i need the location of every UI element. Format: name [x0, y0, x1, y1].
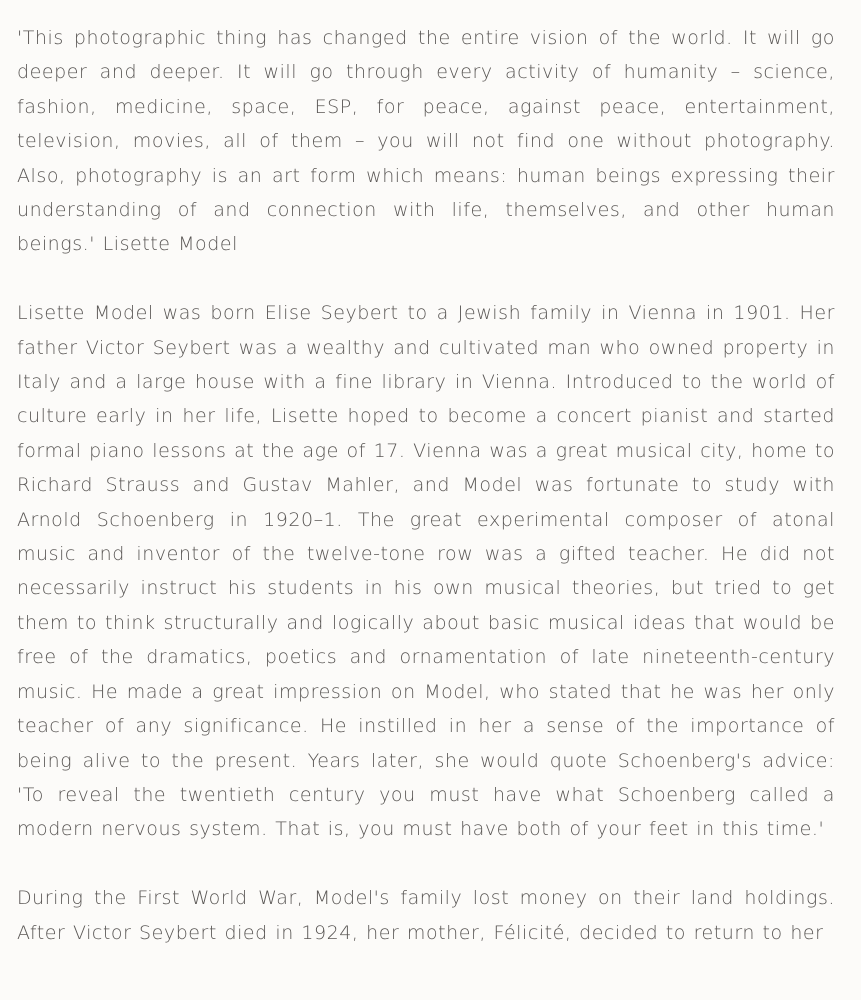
biography-paragraph: Lisette Model was born Elise Seybert to a Jewish family in Vienna in 1901. Her father Victor Seybert was a wealthy and cultivated man who owned property in Italy and a large house with a fine library in Vienna. Introduced to the world of culture early in her life, Lisette hoped to become a concert pianist and started formal piano lessons at the age of 17. Vienna was a great musical city, home to Richard Strauss and Gustav Mahler, and Model was fortunate to study with Arnold Schoenberg in 1920–1. The great experimental composer of atonal music and inventor of the twelve-tone row was a gifted teacher. He did not necessarily instruct his students in his own musical theories, but tried to get them to think structurally and logically about basic musical ideas that would be free of the dramatics, poetics and ornamentation of late nineteenth-century music. He made a great impression on Model, who stated that he was her only teacher of any significance. He instilled in her a sense of the importance of being alive to the present. Years later, she would quote Schoenberg's advice: 'To reveal the twentieth century you must have what Schoenberg called a modern nervous system. That is, you must have both of your feet in this time.': [17, 302, 835, 841]
quote-paragraph: 'This photographic thing has changed the entire vision of the world. It will go deeper and deeper. It will go through every activity of humanity – science, fashion, medicine, space, ESP, for peace, against peace, entertainment, television, movies, all of them – you will not find one without photography. Also, photography is an art form which means: human beings expressing their understanding of and connection with life, themselves, and other human beings.' Lisette Model: [17, 27, 835, 256]
family-paragraph: During the First World War, Model's family lost money on their land holdings. After Victor Seybert died in 1924, her mother, Félicité, decided to return to her: [17, 887, 835, 944]
